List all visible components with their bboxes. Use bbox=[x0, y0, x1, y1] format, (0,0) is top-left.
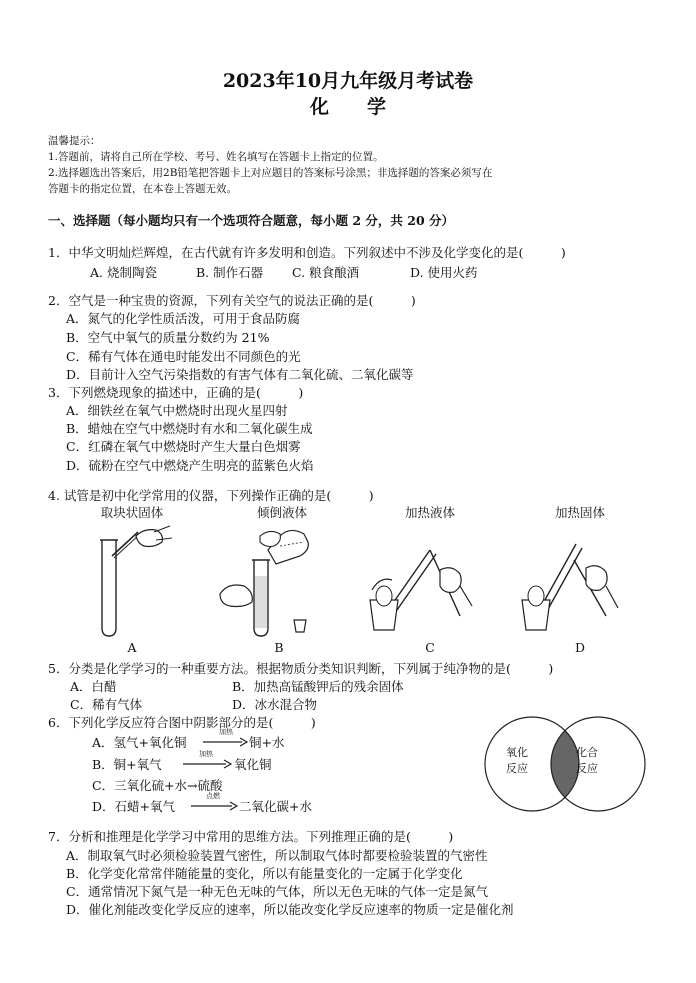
figure-letter-d: D bbox=[574, 640, 586, 655]
tips-line-1: 1.答题前，请将自己所在学校、考号、姓名填写在答题卡上指定的位置。 bbox=[48, 151, 384, 163]
question-7-option-c: C．通常情况下氮气是一种无色无味的气体，所以无色无味的气体一定是氮气 bbox=[66, 884, 489, 899]
question-1-stem: 1．中华文明灿烂辉煌，在古代就有许多发明和创造。下列叙述中不涉及化学变化的是( ) bbox=[48, 245, 566, 260]
venn-left-label-2: 反应 bbox=[506, 762, 528, 775]
question-6-stem: 6．下列化学反应符合图中阴影部分的是( ) bbox=[48, 715, 316, 730]
subject-title: 化 学 bbox=[309, 96, 386, 118]
question-5-option-a: A．白醋 bbox=[70, 679, 117, 694]
question-3-option-b: B．蜡烛在空气中燃烧时有水和二氧化碳生成 bbox=[66, 421, 313, 436]
reaction-arrow-b bbox=[182, 759, 232, 769]
question-7-option-a: A．制取氧气时必须检验装置气密性，所以制取气体时都要检验装置的气密性 bbox=[66, 848, 488, 863]
figure-caption-b: 倾倒液体 bbox=[256, 505, 307, 520]
question-6-option-d: D．石蜡+氧气 bbox=[92, 799, 175, 814]
figure-b-pouring-liquid bbox=[210, 520, 320, 640]
question-4-stem: 4. 试管是初中化学常用的仪器，下列操作正确的是( ) bbox=[48, 488, 374, 503]
question-2-option-a: A．氮气的化学性质活泼，可用于食品防腐 bbox=[66, 311, 301, 326]
figure-caption-a: 取块状固体 bbox=[100, 505, 164, 520]
question-6-product-d: 二氧化碳+水 bbox=[239, 799, 312, 814]
question-3-option-a: A．细铁丝在氧气中燃烧时出现火星四射 bbox=[66, 403, 288, 418]
question-1-option-d: D. 使用火药 bbox=[410, 265, 478, 280]
question-7-stem: 7．分析和推理是化学学习中常用的思维方法。下列推理正确的是( ) bbox=[48, 829, 454, 844]
question-6-product-a: 铜+水 bbox=[249, 735, 285, 750]
question-6-product-b: 氧化铜 bbox=[234, 757, 272, 772]
tips-line-2: 2.选择题选出答案后，用2B铅笔把答题卡上对应题目的答案标号涂黑；非选择题的答案必须写在 bbox=[48, 167, 493, 179]
question-3-option-d: D．硫粉在空气中燃烧产生明亮的蓝紫色火焰 bbox=[66, 458, 314, 473]
reaction-arrow-d bbox=[190, 801, 238, 811]
question-7-option-d: D．催化剂能改变化学反应的速率，所以能改变化学反应速率的物质一定是催化剂 bbox=[66, 902, 514, 917]
figure-letter-a: A bbox=[127, 640, 137, 655]
question-2-option-d: D．目前计入空气污染指数的有害气体有二氧化硫、二氧化碳等 bbox=[66, 367, 414, 382]
exam-title: 2023年10月九年级月考试卷 bbox=[222, 70, 474, 92]
venn-right-label-1: 化合 bbox=[576, 746, 598, 759]
figure-letter-c: C bbox=[425, 640, 435, 655]
condition-a: 加热 bbox=[219, 728, 233, 736]
question-2-stem: 2．空气是一种宝贵的资源，下列有关空气的说法正确的是( ) bbox=[48, 293, 416, 308]
question-6-option-c: C．三氧化硫+水→硫酸 bbox=[92, 778, 223, 793]
condition-d: 点燃 bbox=[206, 792, 220, 800]
question-1-option-c: C. 粮食酿酒 bbox=[292, 265, 360, 280]
condition-b: 加热 bbox=[199, 750, 213, 758]
venn-left-label-1: 氧化 bbox=[506, 746, 528, 759]
question-2-option-c: C．稀有气体在通电时能发出不同颜色的光 bbox=[66, 349, 301, 364]
section-title: 一、选择题（每小题均只有一个选项符合题意，每小题 2 分，共 20 分） bbox=[48, 213, 455, 228]
question-5-option-d: D．冰水混合物 bbox=[232, 697, 318, 712]
question-6-option-b: B．铜+氧气 bbox=[92, 757, 162, 772]
figure-letter-b: B bbox=[274, 640, 284, 655]
question-3-option-c: C．红磷在氧气中燃烧时产生大量白色烟雾 bbox=[66, 439, 301, 454]
question-1-option-a: A. 烧制陶瓷 bbox=[90, 265, 157, 280]
reaction-arrow-a bbox=[202, 737, 248, 747]
question-7-option-b: B．化学变化常常伴随能量的变化，所以有能量变化的一定属于化学变化 bbox=[66, 866, 463, 881]
figure-a-solid-insertion bbox=[90, 520, 180, 640]
question-3-stem: 3．下列燃烧现象的描述中，正确的是( ) bbox=[48, 385, 304, 400]
question-2-option-b: B．空气中氧气的质量分数约为 21% bbox=[66, 330, 270, 345]
figure-caption-d: 加热固体 bbox=[554, 505, 605, 520]
question-5-option-c: C．稀有气体 bbox=[70, 697, 143, 712]
question-1-option-b: B. 制作石器 bbox=[196, 265, 264, 280]
figure-caption-c: 加热液体 bbox=[404, 505, 455, 520]
question-5-option-b: B．加热高锰酸钾后的残余固体 bbox=[232, 679, 404, 694]
question-6-option-a: A．氢气+氧化铜 bbox=[92, 735, 187, 750]
venn-right-label-2: 反应 bbox=[576, 762, 598, 775]
tips-line-3: 答题卡的指定位置，在本卷上答题无效。 bbox=[48, 183, 237, 195]
question-5-stem: 5．分类是化学学习的一种重要方法。根据物质分类知识判断，下列属于纯净物的是( ) bbox=[48, 661, 554, 676]
tips-heading: 温馨提示： bbox=[48, 135, 101, 147]
figure-c-heating-liquid bbox=[360, 520, 480, 640]
figure-d-heating-solid bbox=[510, 520, 630, 640]
